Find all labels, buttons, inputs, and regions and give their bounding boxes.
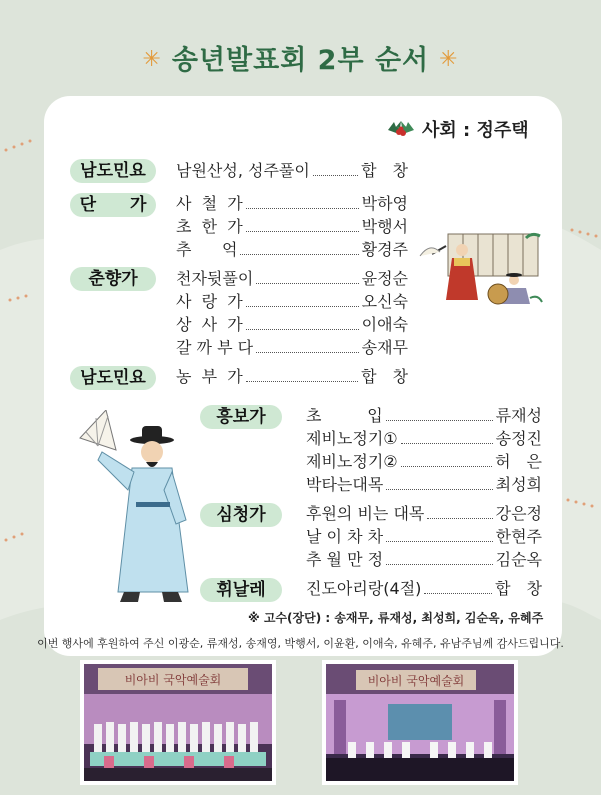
event-photo-2	[322, 660, 518, 785]
section-label-chunhyang: 춘향가	[70, 267, 156, 291]
leader-dots	[386, 420, 493, 421]
title-text: 송년발표회 2부 순서	[171, 45, 430, 76]
program-row	[176, 216, 408, 238]
section-label-simcheong: 심청가	[200, 503, 282, 527]
leader-dots	[401, 443, 493, 444]
performer: 합 창	[361, 161, 408, 180]
piece-title: 진도아리랑(4절)	[306, 579, 422, 598]
performer: 박행서	[361, 217, 408, 236]
event-photo-1	[80, 660, 276, 785]
piece-title: 사 랑 가	[176, 292, 243, 311]
performer: 박하영	[361, 194, 408, 213]
piece-title: 남원산성, 성주풀이	[176, 161, 310, 180]
star-left-icon: ✳	[142, 47, 162, 72]
program-row	[176, 193, 408, 215]
performer: 송재무	[361, 338, 408, 357]
piece-title: 날 이 차 차	[306, 527, 384, 546]
thanks-note: 이번 행사에 후원하여 주신 이광순, 류재성, 송재영, 박행서, 이윤환, 이애숙, 유혜주, 유남주님께 감사드립니다.	[37, 637, 564, 650]
holly-icon	[386, 116, 416, 142]
section-label-finale: 휘날레	[200, 578, 282, 602]
performer: 강은정	[495, 504, 542, 523]
program-row	[306, 549, 542, 571]
host-text: 사회 : 정주택	[422, 120, 529, 141]
leader-dots	[246, 329, 359, 330]
photo-banner-text: 비아비 국악예술회	[124, 673, 222, 687]
drummer-note: ※ 고수(장단) : 송재무, 류재성, 최성희, 김순옥, 유혜주	[248, 611, 544, 625]
program-row	[306, 451, 542, 473]
program-row	[176, 160, 408, 182]
leader-dots	[424, 593, 492, 594]
program-row	[176, 366, 408, 388]
performer: 최성희	[495, 475, 542, 494]
leader-dots	[386, 564, 493, 565]
piece-title: 초 입	[306, 406, 383, 425]
piece-title: 추 월 만 정	[306, 550, 384, 569]
piece-title: 농 부 가	[176, 367, 243, 386]
program-row	[176, 337, 408, 359]
program-row	[306, 405, 542, 427]
photo-banner-text: 비아비 국악예술회	[367, 674, 465, 688]
performer: 허 은	[495, 452, 542, 471]
leader-dots	[427, 518, 492, 519]
program-row	[176, 291, 408, 313]
performer: 이애숙	[361, 315, 408, 334]
performer: 김순옥	[495, 550, 542, 569]
piece-title: 제비노정기①	[306, 429, 398, 448]
performer: 합 창	[495, 579, 542, 598]
program-row	[176, 239, 408, 261]
leader-dots	[313, 175, 358, 176]
performer: 황경주	[361, 240, 408, 259]
leader-dots	[386, 489, 492, 490]
leader-dots	[246, 208, 359, 209]
piece-title: 상 사 가	[176, 315, 243, 334]
piece-title: 후원의 비는 대목	[306, 504, 425, 523]
leader-dots	[401, 466, 492, 467]
star-right-icon: ✳	[439, 47, 459, 72]
performer: 합 창	[361, 367, 408, 386]
piece-title: 갈 까 부 다	[176, 338, 254, 357]
performer: 한현주	[495, 527, 542, 546]
nobleman-illustration	[76, 410, 196, 610]
leader-dots	[256, 283, 358, 284]
piece-title: 초 한 가	[176, 217, 243, 236]
leader-dots	[246, 231, 359, 232]
pansori-illustration	[418, 228, 548, 310]
piece-title: 제비노정기②	[306, 452, 398, 471]
leader-dots	[246, 306, 359, 307]
leader-dots	[386, 541, 493, 542]
leader-dots	[240, 254, 358, 255]
program-row	[306, 503, 542, 525]
piece-title: 추 억	[176, 240, 238, 259]
leader-dots	[246, 381, 358, 382]
leader-dots	[256, 352, 359, 353]
program-row	[176, 314, 408, 336]
program-row	[306, 474, 542, 496]
performer: 윤정순	[361, 269, 408, 288]
performer: 송정진	[495, 429, 542, 448]
piece-title: 박타는대목	[306, 475, 384, 494]
section-label-minyo-2: 남도민요	[70, 366, 156, 390]
section-label-heungbo: 흥보가	[200, 405, 282, 429]
host-line	[386, 116, 529, 142]
performer: 오신숙	[361, 292, 408, 311]
performer: 류재성	[495, 406, 542, 425]
program-row	[306, 428, 542, 450]
piece-title: 천자뒷풀이	[176, 269, 254, 288]
section-label-minyo-1: 남도민요	[70, 159, 156, 183]
piece-title: 사 철 가	[176, 194, 243, 213]
section-label-danga: 단 가	[70, 193, 156, 217]
program-row	[176, 268, 408, 290]
page-title	[0, 38, 601, 77]
program-row	[306, 578, 542, 600]
program-row	[306, 526, 542, 548]
